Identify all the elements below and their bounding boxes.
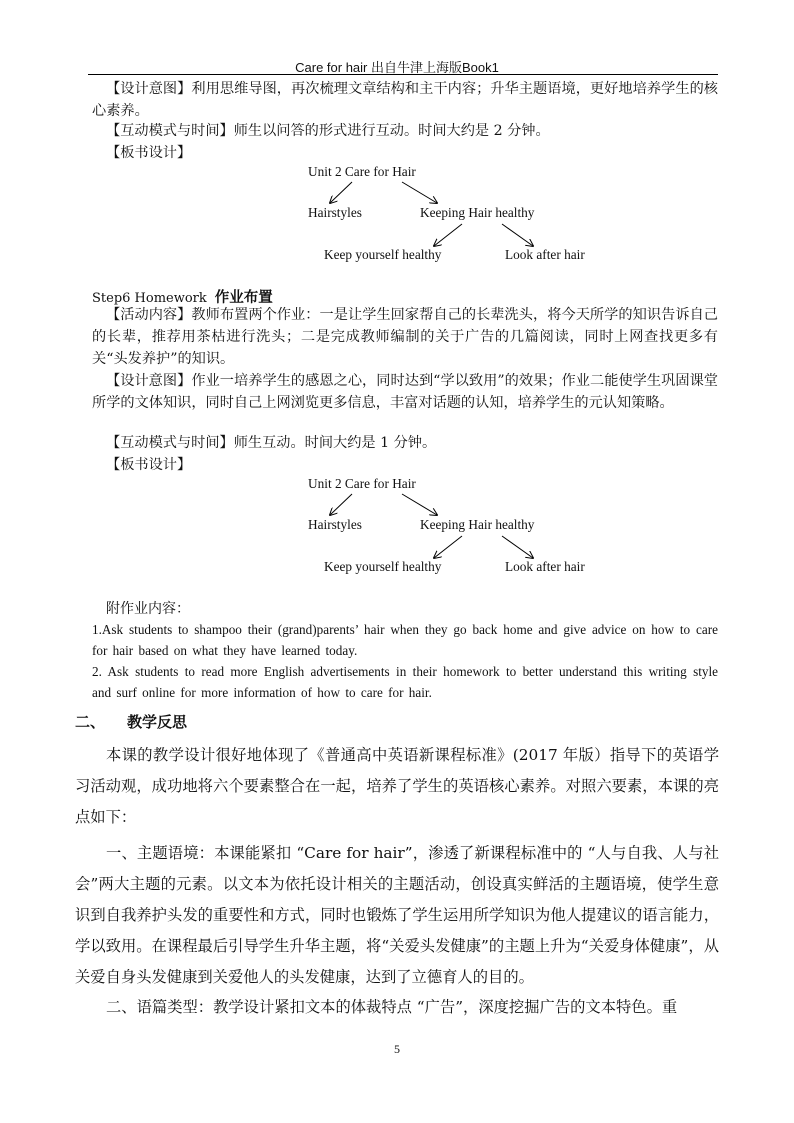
diagram-1-title: Unit 2 Care for Hair [308, 164, 416, 179]
reflection-paragraph-2: 一、主题语境：本课能紧扣 “Care for hair”，渗透了新课程标准中的 “人与自我、人与社会”两大主题的元素。以文本为依托设计相关的主题活动，创设真实鲜活的主题语境，使学生意识到自我养护头发的重要性和方式，同时也锻炼了学生运用所学知识为他人提建议的语言能力，学以致用。在课程最后引导学生升华主题，将“关爱头发健康”的主题上升为“关爱身体健康”，从关爱自身头发健康到关爱他人的头发健康，达到了立德育人的目的。 [75, 844, 719, 986]
arrow-keeping-to-look-after [502, 536, 533, 558]
arrow-title-to-keeping [402, 182, 437, 203]
homework-heading: 附作业内容： [106, 601, 190, 617]
activity-content: 【活动内容】教师布置两个作业：一是让学生回家帮自己的长辈洗头，将今天所学的知识告诉自己的长辈，推荐用茶枯进行洗头；二是完成教师编制的关于广告的几篇阅读，同时上网查找更多有关“头发养护”的知识。 [92, 307, 718, 367]
diagram-2-left: Hairstyles [308, 517, 362, 532]
diagram-1-sub-right: Look after hair [505, 247, 585, 262]
step6-title: 作业布置 [214, 290, 273, 306]
page-header: Care for hair 出自牛津上海版Book1 [295, 60, 499, 75]
board-label-2: 【板书设计】 [106, 457, 192, 473]
arrow-keeping-to-keep-yourself [434, 224, 462, 246]
diagram-2-title: Unit 2 Care for Hair [308, 476, 416, 491]
homework-item-1: 1.Ask students to shampoo their (grand)parents’ hair when they go back home and give advice on how to care for hair based on what they have learned today. [92, 622, 718, 658]
arrow-keeping-to-keep-yourself [434, 536, 462, 558]
header-rule [88, 74, 718, 75]
board-label-1: 【板书设计】 [106, 145, 192, 161]
arrow-title-to-hairstyles [330, 182, 352, 203]
board-diagram-2 [290, 474, 630, 584]
step6-label: Step6 Homework [92, 291, 207, 306]
arrow-title-to-keeping [402, 494, 437, 515]
reflection-paragraph-3: 二、语篇类型：教学设计紧扣文本的体裁特点 “广告”，深度挖掘广告的文本特色。重 [106, 998, 678, 1016]
diagram-2-right: Keeping Hair healthy [420, 517, 535, 532]
reflection-paragraph-1: 本课的教学设计很好地体现了《普通高中英语新课程标准》(2017 年版）指导下的英语学习活动观，成功地将六个要素整合在一起，培养了学生的英语核心素养。对照六要素，本课的亮点如下： [75, 746, 719, 826]
section-title: 教学反思 [127, 713, 188, 731]
diagram-1-left: Hairstyles [308, 205, 362, 220]
diagram-2-sub-right: Look after hair [505, 559, 585, 574]
homework-item-2: 2. Ask students to read more English advertisements in their homework to better understand this writing style and surf online for more information of how to care for hair. [92, 664, 718, 700]
interaction-2: 【互动模式与时间】师生互动。时间大约是 1 分钟。 [106, 435, 437, 451]
section-number: 二、 [75, 713, 106, 731]
diagram-1-right: Keeping Hair healthy [420, 205, 535, 220]
board-diagram-1 [290, 162, 630, 272]
design-intent-2: 【设计意图】作业一培养学生的感恩之心，同时达到“学以致用”的效果；作业二能使学生巩固课堂所学的文体知识，同时自己上网浏览更多信息，丰富对话题的认知，培养学生的元认知策略。 [92, 373, 718, 411]
diagram-2-sub-left: Keep yourself healthy [324, 559, 442, 574]
page-number: 5 [394, 1042, 400, 1056]
arrow-title-to-hairstyles [330, 494, 352, 515]
arrow-keeping-to-look-after [502, 224, 533, 246]
interaction-1: 【互动模式与时间】师生以问答的形式进行互动。时间大约是 2 分钟。 [106, 123, 550, 139]
diagram-1-sub-left: Keep yourself healthy [324, 247, 442, 262]
design-intent-1: 【设计意图】利用思维导图，再次梳理文章结构和主干内容；升华主题语境，更好地培养学生的核心素养。 [92, 81, 718, 119]
section-heading [75, 711, 187, 732]
